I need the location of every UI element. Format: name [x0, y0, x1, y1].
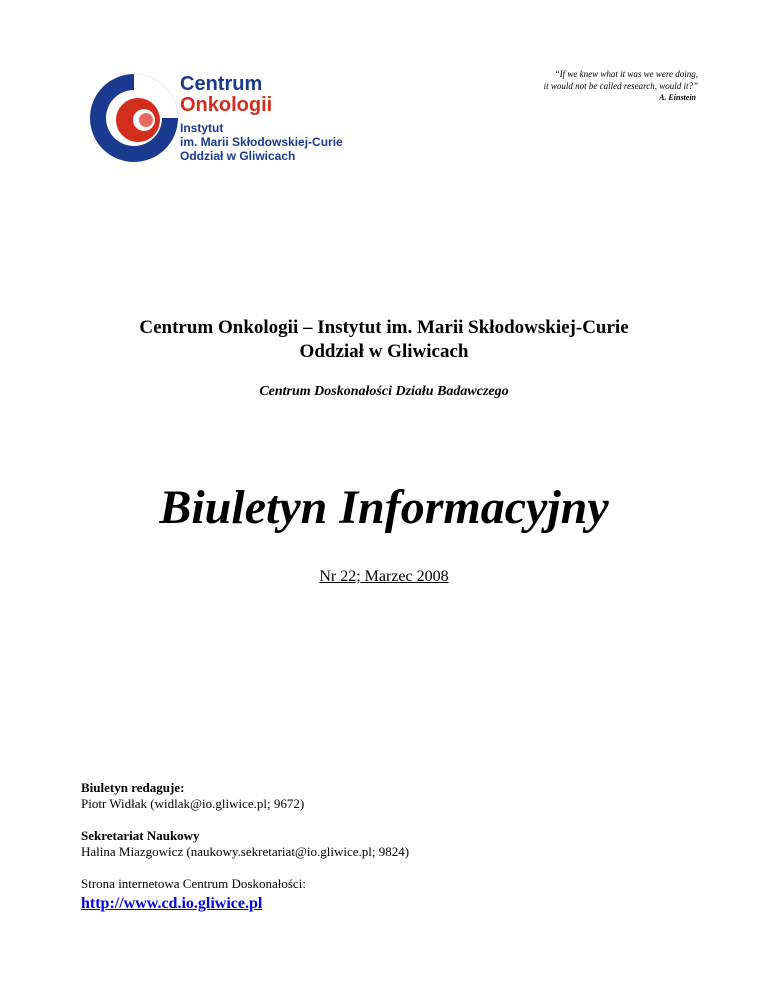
- editor-value: Piotr Widłak (widlak@io.gliwice.pl; 9672): [81, 796, 305, 811]
- einstein-quote: [438, 68, 698, 104]
- website-label: Strona internetowa Centrum Doskonałości:: [81, 876, 306, 891]
- logo-line-instytut: Instytut: [180, 121, 224, 135]
- department-subtitle: Centrum Doskonałości Działu Badawczego: [259, 384, 509, 399]
- website-link[interactable]: http://www.cd.io.gliwice.pl: [81, 895, 263, 912]
- spacer: [81, 812, 409, 828]
- logo-line-patron: im. Marii Skłodowskiej-Curie: [180, 135, 343, 149]
- logo-line-centrum: Centrum: [180, 73, 263, 95]
- logo-text: [180, 74, 343, 163]
- spacer: [81, 860, 409, 876]
- institution-name: [0, 316, 768, 364]
- institute-logo: [88, 68, 378, 168]
- quote-line-1: “If we knew what it was we were doing,: [554, 69, 698, 79]
- secretariat-value: Halina Miazgowicz (naukowy.sekretariat@io.gliwice.pl; 9824): [81, 844, 410, 859]
- quote-line-2: it would not be called research, would it?”: [543, 81, 698, 91]
- logo-line-onkologii: Onkologii: [180, 94, 273, 116]
- logo-line-branch: Oddział w Gliwicach: [180, 149, 296, 163]
- issue-number: Nr 22; Marzec 2008: [319, 568, 449, 585]
- quote-author: A. Einstein: [659, 93, 696, 102]
- logo-emblem-icon: [88, 68, 184, 168]
- institution-line-1: Centrum Onkologii – Instytut im. Marii Skłodowskiej-Curie: [139, 317, 629, 338]
- issue-line: [0, 568, 768, 586]
- contact-info: [81, 780, 409, 912]
- institution-line-2: Oddział w Gliwicach: [299, 341, 469, 362]
- editor-label: Biuletyn redaguje:: [81, 780, 185, 795]
- secretariat-label: Sekretariat Naukowy: [81, 828, 200, 843]
- bulletin-title: Biuletyn Informacyjny: [159, 481, 609, 534]
